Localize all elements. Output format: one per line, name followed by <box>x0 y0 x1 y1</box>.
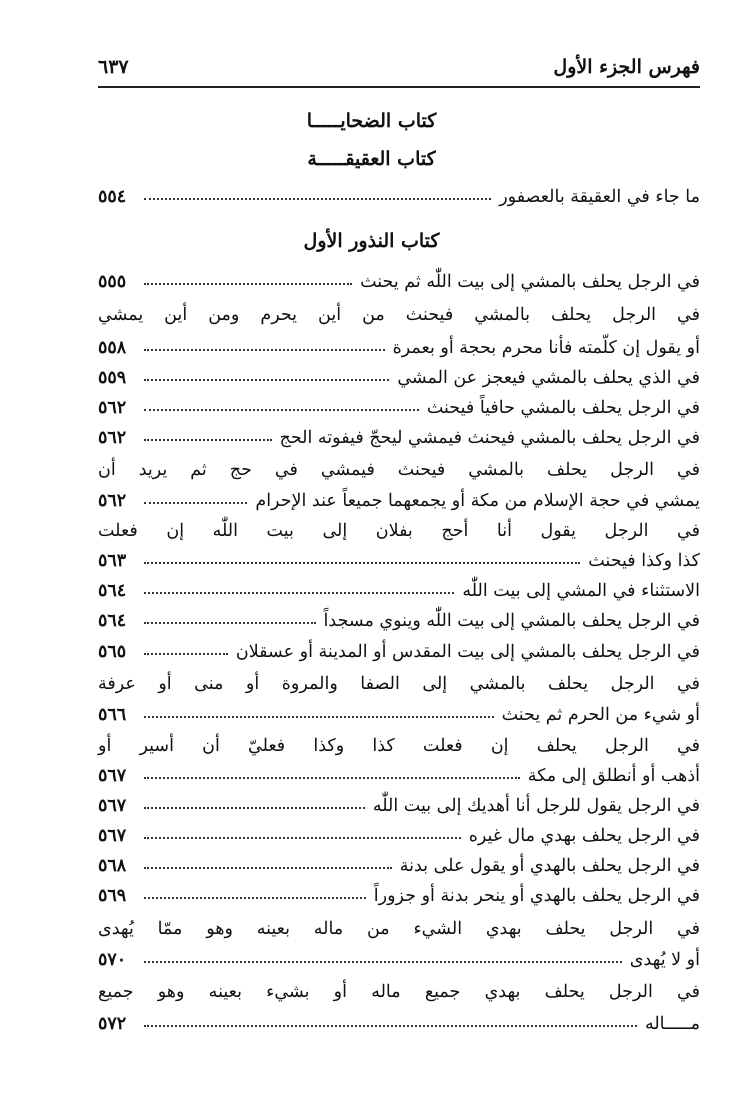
entry-page: ٥٦٤ <box>98 581 127 601</box>
index-entry <box>98 822 700 852</box>
index-entry <box>98 456 700 486</box>
index-entry <box>98 978 700 1008</box>
index-entry <box>98 394 700 424</box>
entry-page: ٥٧٠ <box>98 950 127 970</box>
index-entry <box>98 852 700 882</box>
dot-leader <box>144 592 454 594</box>
entry-page: ٥٧٢ <box>98 1014 127 1034</box>
entry-text: مـــــاله <box>644 1014 700 1034</box>
index-entry <box>98 946 700 976</box>
dot-leader <box>144 198 491 200</box>
dot-leader <box>144 807 365 809</box>
entry-page: ٥٦٤ <box>98 611 127 631</box>
entry-text: في الرجل يقول للرجل أنا أهديك إلى بيت اللّٰه <box>372 796 700 816</box>
entry-page: ٥٦٧ <box>98 826 127 846</box>
dot-leader <box>144 622 316 624</box>
index-entry <box>98 915 700 945</box>
entry-page: ٥٦٧ <box>98 766 127 786</box>
index-entry <box>98 577 700 607</box>
index-entry <box>98 1010 700 1040</box>
index-entry <box>98 183 700 213</box>
dot-leader <box>144 349 385 351</box>
dot-leader <box>144 562 580 564</box>
dot-leader <box>144 439 272 441</box>
index-entry <box>98 268 700 298</box>
dot-leader <box>144 502 247 504</box>
dot-leader <box>144 961 622 963</box>
entry-page: ٥٦٣ <box>98 551 127 571</box>
entry-text: أو شيء من الحرم ثم يحنث <box>501 705 700 725</box>
entry-page: ٥٦٨ <box>98 856 127 876</box>
entry-page: ٥٥٨ <box>98 338 127 358</box>
entry-text: في الرجل يقول أنا أحج بفلان إلى بيت اللّٰه إن فعلت <box>98 521 700 541</box>
entry-page: ٥٦٩ <box>98 886 127 906</box>
entry-page: ٥٦٧ <box>98 796 127 816</box>
entry-text: في الذي يحلف بالمشي فيعجز عن المشي <box>397 368 700 388</box>
entry-page: ٥٦٦ <box>98 705 127 725</box>
dot-leader <box>144 837 461 839</box>
dot-leader <box>144 777 520 779</box>
dot-leader <box>144 897 366 899</box>
entry-text: في الرجل يحلف بهدي مال غيره <box>468 826 700 846</box>
index-entry <box>98 670 700 700</box>
entry-text: في الرجل يحلف بالمشي إلى بيت المقدس أو المدينة أو عسقلان <box>235 642 700 662</box>
dot-leader <box>144 1025 637 1027</box>
index-entry <box>98 547 700 577</box>
index-entry <box>98 334 700 364</box>
index-entry <box>98 301 700 331</box>
entry-page: ٥٥٤ <box>98 187 127 207</box>
dot-leader <box>144 283 352 285</box>
entry-page: ٥٦٢ <box>98 398 127 418</box>
entry-text: في الرجل يحلف بالمشي إلى الصفا والمروة أو منى أو عرفة <box>98 674 700 694</box>
entry-text: في الرجل يحلف بالمشي حافياً فيحنث <box>426 398 700 418</box>
dot-leader <box>144 409 419 411</box>
index-entry <box>98 424 700 454</box>
entry-text: كذا وكذا فيحنث <box>588 551 700 571</box>
dot-leader <box>144 716 494 718</box>
entry-text: في الرجل يحلف بهدي جميع ماله أو بشيء بعينه وهو جميع <box>98 982 700 1002</box>
index-entry <box>98 762 700 792</box>
entry-text: في الرجل يحلف بالمشي فيحنث من أين يحرم ومن أين يمشي <box>98 305 700 325</box>
dot-leader <box>144 653 228 655</box>
index-entry <box>98 638 700 668</box>
book-heading-aqiqa: كتاب العقيقـــــة <box>307 148 436 170</box>
running-title: فهرس الجزء الأول <box>553 56 700 78</box>
entry-text: أو يقول إن كلّمته فأنا محرم بحجة أو بعمرة <box>392 338 700 358</box>
index-entry <box>98 487 700 517</box>
entry-text: ما جاء في العقيقة بالعصفور <box>499 187 700 207</box>
index-entry <box>98 792 700 822</box>
index-entry <box>98 607 700 637</box>
dot-leader <box>144 379 389 381</box>
entry-text: في الرجل يحلف بالمشي فيحنث فيمشي في حج ثم يريد أن <box>98 460 700 480</box>
entry-page: ٥٦٥ <box>98 642 127 662</box>
entry-text: أذهب أو أنطلق إلى مكة <box>527 766 700 786</box>
entry-page: ٥٦٢ <box>98 491 127 511</box>
entry-text: في الرجل يحلف إن فعلت كذا وكذا فعليّ أن أسير أو <box>98 736 700 756</box>
entry-text: في الرجل يحلف بالمشي إلى بيت اللّٰه وينوي مسجداً <box>323 611 700 631</box>
entry-text: في الرجل يحلف بالمشي إلى بيت اللّٰه ثم يحنث <box>360 272 700 292</box>
index-entry <box>98 882 700 912</box>
page-header <box>98 48 700 88</box>
index-entry <box>98 732 700 762</box>
entry-page: ٥٦٢ <box>98 428 127 448</box>
entry-page: ٥٥٩ <box>98 368 127 388</box>
entry-text: في الرجل يحلف بالمشي فيحنث فيمشي ليحجّ فيفوته الحج <box>279 428 700 448</box>
page-number: ٦٣٧ <box>98 56 129 78</box>
entry-page: ٥٥٥ <box>98 272 127 292</box>
index-entry <box>98 517 700 547</box>
entry-text: في الرجل يحلف بالهدي أو ينحر بدنة أو جزوراً <box>373 886 700 906</box>
index-entry <box>98 701 700 731</box>
entry-text: في الرجل يحلف بالهدي أو يقول على بدنة <box>399 856 700 876</box>
dot-leader <box>144 867 392 869</box>
entry-text: أو لا يُهدى <box>629 950 700 970</box>
entry-text: في الرجل يحلف بهدي الشيء من ماله بعينه وهو ممّا يُهدى <box>98 919 700 939</box>
book-heading-vows: كتاب النذور الأول <box>303 230 440 252</box>
book-heading-sacrifices: كتاب الضحايـــــا <box>306 110 437 132</box>
entry-text: يمشي في حجة الإسلام من مكة أو يجمعهما جميعاً عند الإحرام <box>255 491 700 511</box>
entry-text: الاستثناء في المشي إلى بيت اللّٰه <box>462 581 700 601</box>
index-entry <box>98 364 700 394</box>
